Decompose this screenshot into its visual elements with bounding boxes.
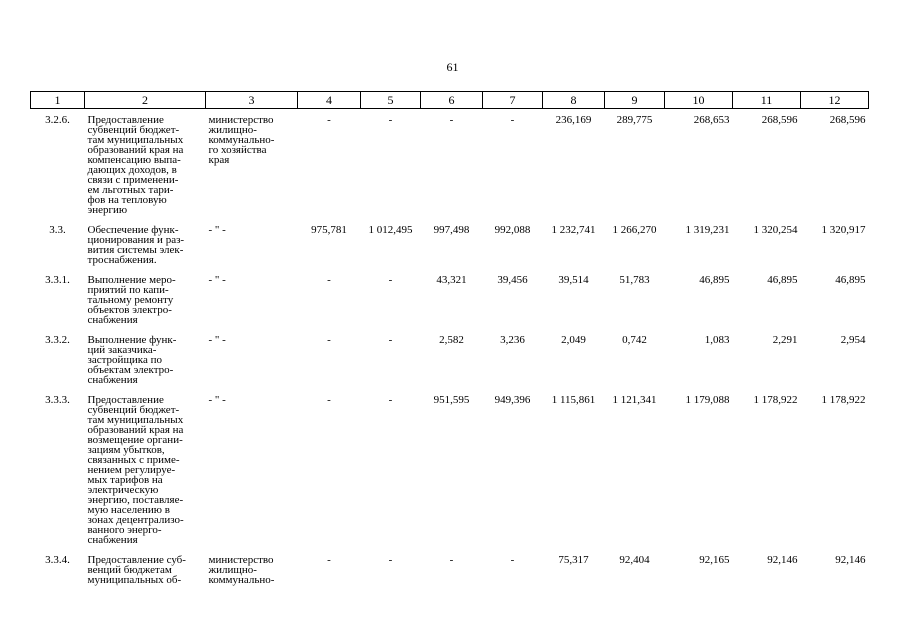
row-executor: - " - (208, 274, 226, 286)
row-value-col-12: 1 178,922 (821, 394, 866, 406)
row-value-col-11: 46,895 (767, 274, 798, 286)
column-header-1: 1 (31, 92, 85, 109)
budget-table (30, 91, 869, 589)
row-value-col-4: 975,781 (311, 224, 347, 236)
row-value-col-11: 1 178,922 (753, 394, 798, 406)
row-value-col-10: 92,165 (699, 554, 730, 566)
row-value-col-5: - (388, 274, 393, 286)
column-header-5: 5 (361, 92, 421, 109)
row-activity-name: Предоставление субвенций бюджет- там муниципальных образований края на компенсацию выпа- дающих доходов, в связи с применени- ем льготных тари- фов на тепловую энергию (87, 114, 184, 216)
table-row (31, 389, 869, 549)
row-value-col-10: 1 319,231 (685, 224, 730, 236)
row-value-col-4: - (327, 334, 331, 346)
column-header-6: 6 (421, 92, 483, 109)
row-value-col-12: 268,596 (829, 114, 866, 126)
row-value-col-9: 289,775 (616, 114, 653, 126)
row-value-col-6: 997,498 (433, 224, 470, 236)
row-value-col-9: 92,404 (619, 554, 650, 566)
row-value-col-12: 2,954 (840, 334, 866, 346)
row-value-col-5: - (388, 114, 393, 126)
column-header-4: 4 (298, 92, 361, 109)
table-row (31, 549, 869, 589)
row-number: 3.3.4. (45, 554, 70, 566)
row-number: 3.2.6. (45, 114, 70, 126)
row-value-col-8: 75,317 (558, 554, 589, 566)
row-value-col-7: 3,236 (500, 334, 525, 346)
row-executor: министерство жилищно- коммунально- (208, 554, 275, 586)
row-value-col-4: - (327, 394, 331, 406)
row-value-col-4: - (327, 274, 331, 286)
row-executor: - " - (208, 224, 226, 236)
row-activity-name: Выполнение меро- приятий по капи- тальному ремонту объектов электро- снабжения (87, 274, 176, 326)
row-executor: - " - (208, 334, 226, 346)
row-executor: - " - (208, 394, 226, 406)
header-row (31, 92, 869, 109)
row-value-col-5: 1 012,495 (368, 224, 413, 236)
row-value-col-9: 1 121,341 (612, 394, 657, 406)
row-value-col-9: 51,783 (619, 274, 650, 286)
row-value-col-8: 2,049 (561, 334, 586, 346)
row-value-col-4: - (327, 114, 331, 126)
row-number: 3.3.3. (45, 394, 70, 406)
row-value-col-6: - (449, 114, 454, 126)
row-value-col-6: 43,321 (436, 274, 467, 286)
row-value-col-6: 951,595 (433, 394, 470, 406)
table-row (31, 219, 869, 269)
column-header-3: 3 (206, 92, 298, 109)
table-body (31, 109, 869, 590)
page-number: 61 (446, 60, 459, 74)
row-value-col-8: 1 232,741 (551, 224, 596, 236)
row-value-col-6: - (449, 554, 454, 566)
row-value-col-10: 268,653 (693, 114, 730, 126)
row-activity-name: Обеспечение функ- ционирования и раз- вития системы элек- троснабжения. (87, 224, 185, 266)
row-value-col-10: 1,083 (704, 334, 730, 346)
row-activity-name: Предоставление субвенций бюджет- там муниципальных образований края на возмещение органи- зациям убытков, связанных с приме- нением регулируе- мых тарифов на электрическую энергию, поставляе- мую населению в зонах децентрализо- ванного энерго- снабжения (87, 394, 184, 546)
row-activity-name: Выполнение функ- ций заказчика- застройщика по объектам электро- снабжения (87, 334, 177, 386)
row-value-col-11: 1 320,254 (753, 224, 798, 236)
row-value-col-6: 2,582 (439, 334, 464, 346)
row-value-col-7: 949,396 (494, 394, 531, 406)
row-value-col-11: 268,596 (761, 114, 798, 126)
row-value-col-7: - (510, 114, 515, 126)
table-row (31, 109, 869, 220)
row-value-col-12: 1 320,917 (821, 224, 866, 236)
row-value-col-4: - (327, 554, 331, 566)
column-header-10: 10 (665, 92, 733, 109)
row-value-col-8: 236,169 (555, 114, 592, 126)
table-row (31, 329, 869, 389)
row-activity-name: Предоставление суб- венций бюджетам муниципальных об- (87, 554, 186, 586)
row-value-col-11: 2,291 (772, 334, 798, 346)
row-value-col-9: 1 266,270 (612, 224, 657, 236)
table-row (31, 269, 869, 329)
row-value-col-11: 92,146 (767, 554, 798, 566)
row-value-col-10: 46,895 (699, 274, 730, 286)
column-header-2: 2 (85, 92, 206, 109)
row-value-col-9: 0,742 (622, 334, 647, 346)
row-number: 3.3. (49, 224, 66, 236)
row-number: 3.3.1. (45, 274, 70, 286)
row-value-col-7: - (510, 554, 515, 566)
column-header-9: 9 (605, 92, 665, 109)
row-value-col-8: 1 115,861 (551, 394, 596, 406)
column-header-12: 12 (801, 92, 869, 109)
row-value-col-5: - (388, 554, 393, 566)
row-value-col-5: - (388, 334, 393, 346)
row-value-col-5: - (388, 394, 393, 406)
row-value-col-10: 1 179,088 (685, 394, 730, 406)
column-header-11: 11 (733, 92, 801, 109)
row-number: 3.3.2. (45, 334, 70, 346)
row-value-col-7: 39,456 (497, 274, 528, 286)
row-value-col-8: 39,514 (558, 274, 589, 286)
row-value-col-7: 992,088 (494, 224, 531, 236)
row-value-col-12: 92,146 (835, 554, 866, 566)
row-executor: министерство жилищно- коммунально- го хозяйства края (208, 114, 275, 166)
column-header-7: 7 (483, 92, 543, 109)
column-header-8: 8 (543, 92, 605, 109)
row-value-col-12: 46,895 (835, 274, 866, 286)
